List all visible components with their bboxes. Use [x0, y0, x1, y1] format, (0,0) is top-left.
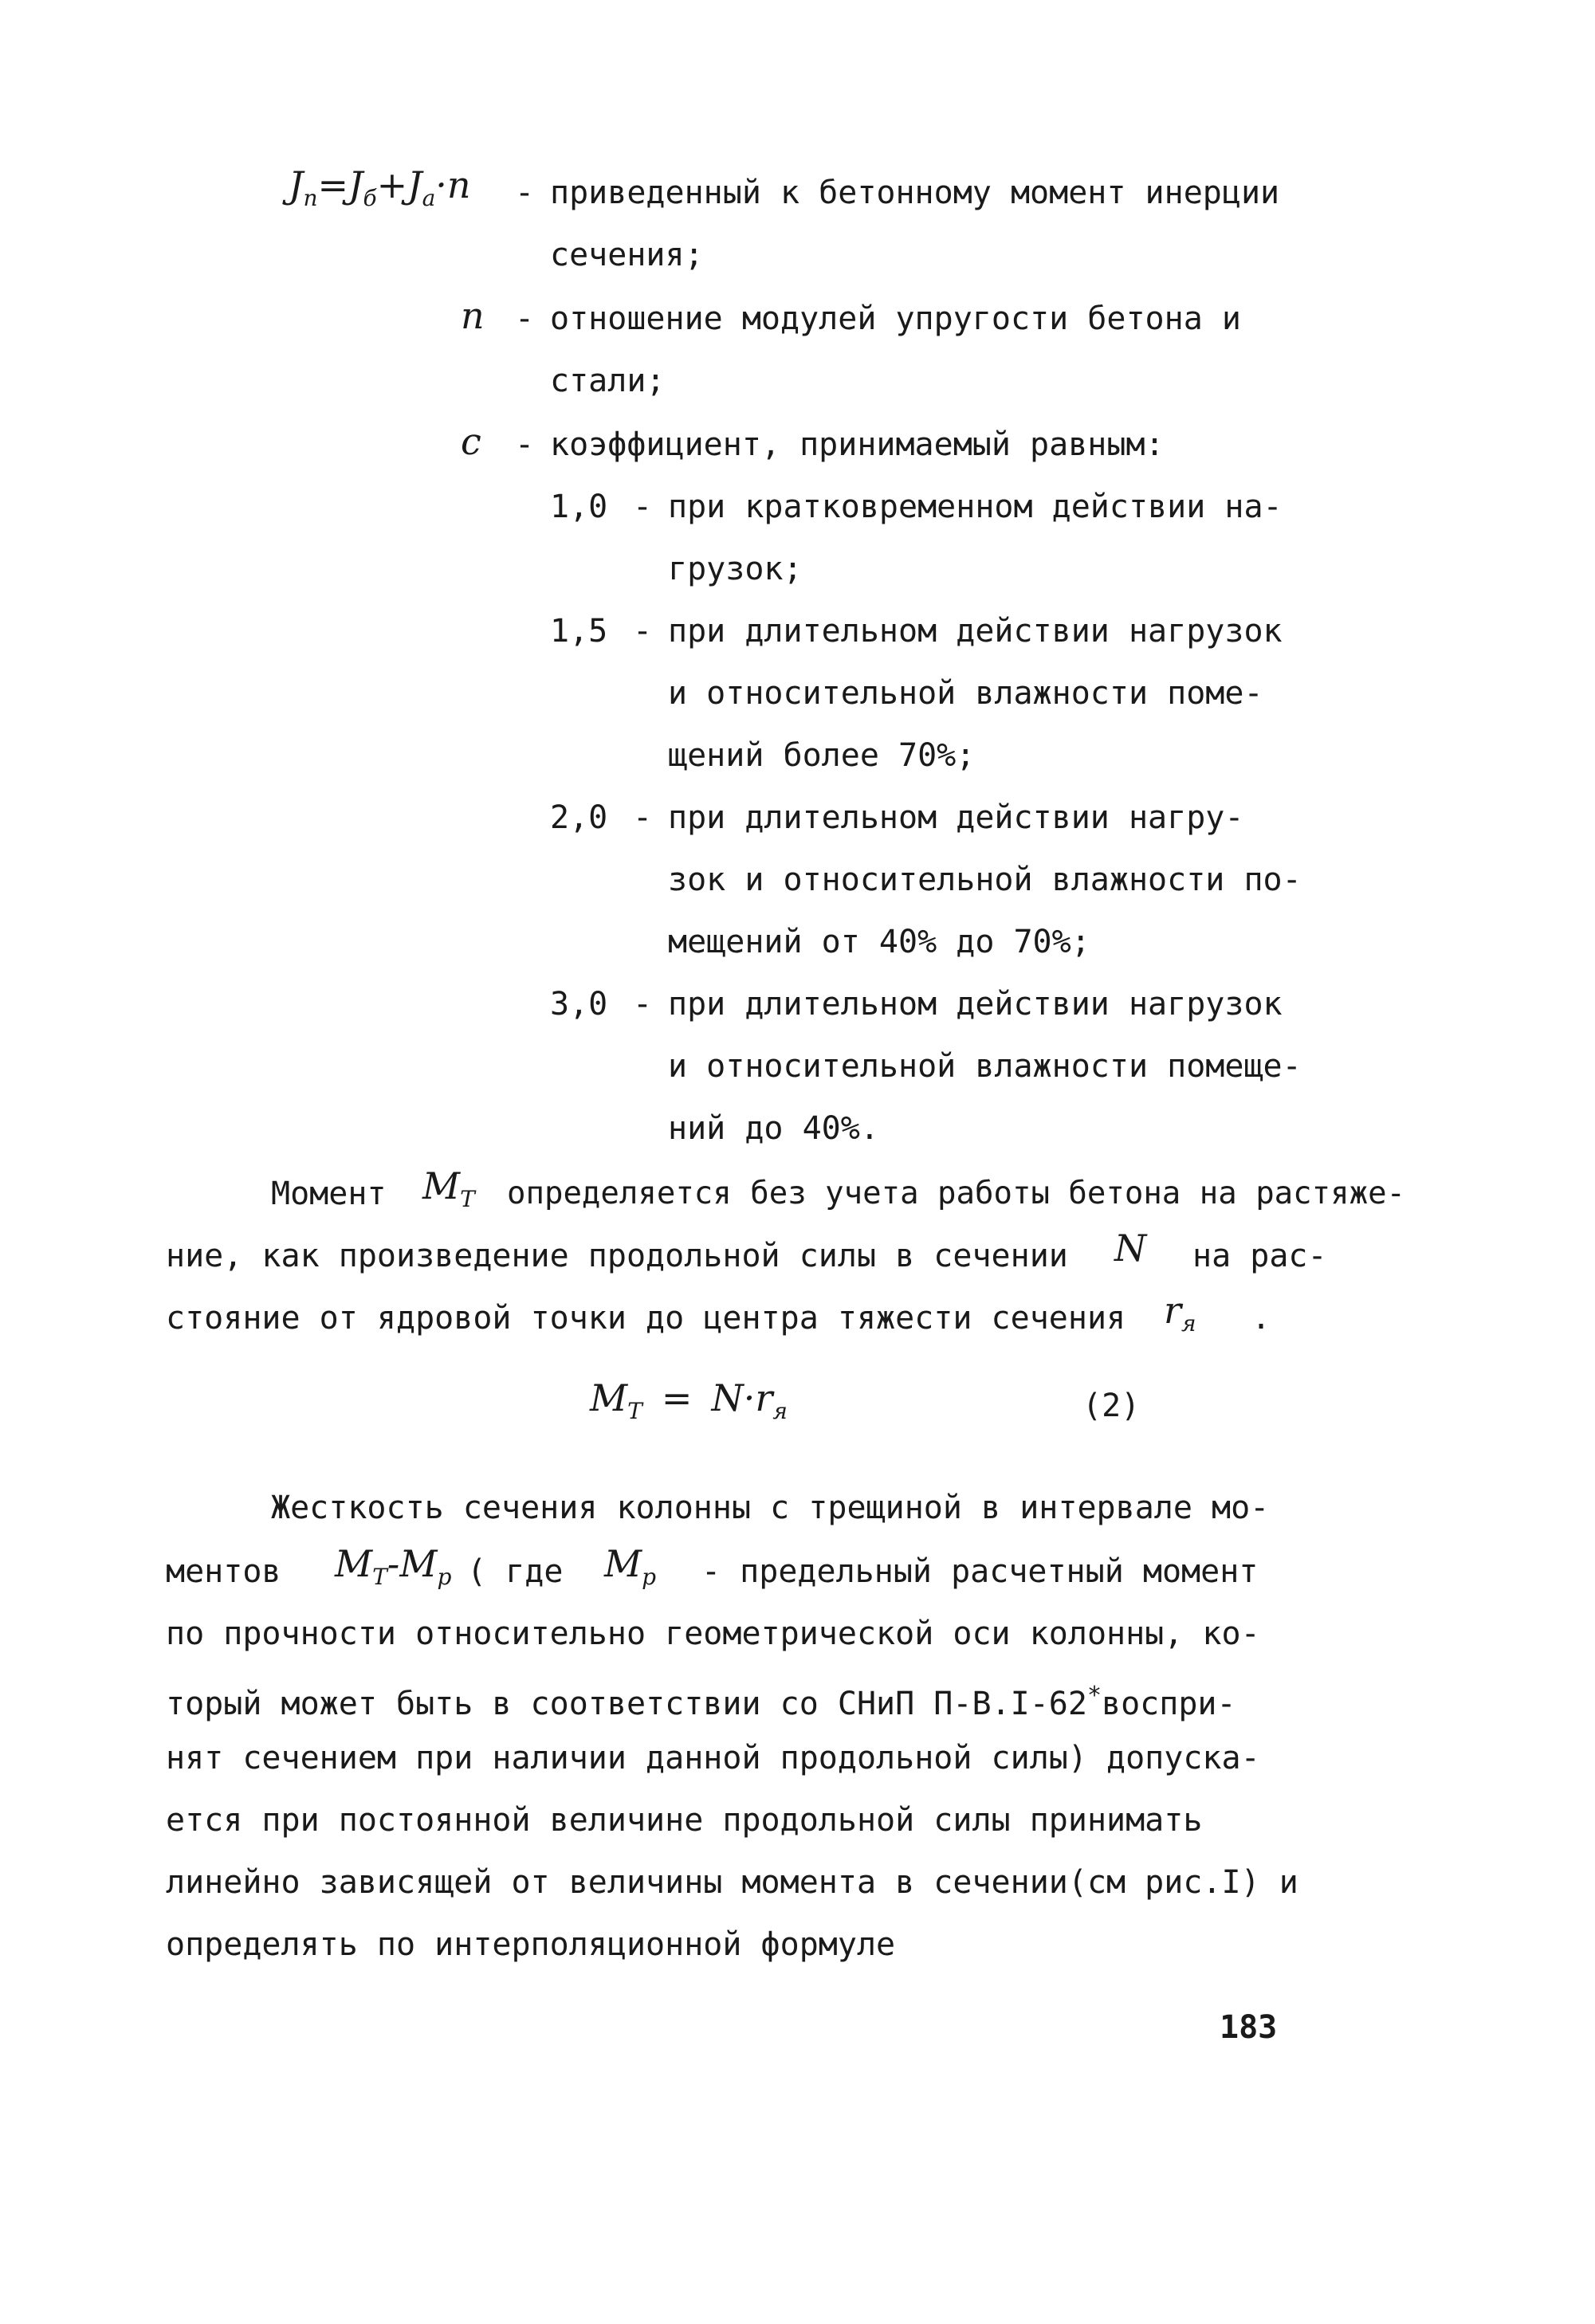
value-1-5-line2: и относительной влажности поме- — [668, 675, 1263, 712]
c-symbol: c — [461, 420, 481, 463]
value-2-0-line1: при длительном действии нагру- — [668, 799, 1244, 836]
paragraph1-line3a: стояние от ядровой точки до центра тяжести сечения — [166, 1300, 1126, 1337]
paragraph1-line2a: ние, как произведение продольной силы в сечении — [166, 1238, 1068, 1274]
value-1-5-dash: - — [633, 613, 653, 650]
paragraph1-line2b: на рас- — [1192, 1238, 1327, 1274]
n-description-line1: отношение модулей упругости бетона и — [550, 300, 1241, 337]
paragraph2-line1: Жесткость сечения колонны с трещиной в интервале мо- — [271, 1490, 1270, 1526]
paragraph2-line4: торый может быть в соответствии со СНиП П-В.I-62*воспри- — [166, 1682, 1236, 1722]
value-1-0-line2: грузок; — [668, 551, 803, 587]
paragraph2-line2a: ментов — [166, 1553, 281, 1590]
value-2-0-line3: мещений от 40% до 70%; — [668, 924, 1090, 960]
formula-2: $M_T = N\cdot r_я$ — [590, 1376, 788, 1424]
jn-dash: - — [515, 175, 535, 211]
n-description-line2: стали; — [550, 363, 666, 399]
symbol-mp: $M_p$ — [604, 1542, 657, 1590]
formula-2-number: (2) — [1082, 1388, 1141, 1424]
value-3-0-line1: при длительном действии нагрузок — [668, 986, 1283, 1023]
paragraph2-line2b: ( где — [467, 1553, 564, 1590]
value-3-0-dash: - — [633, 986, 653, 1023]
paragraph2-line2c: - предельный расчетный момент — [701, 1553, 1259, 1590]
paragraph2-line5: нят сечением при наличии данной продольной силы) допуска- — [166, 1740, 1260, 1776]
paragraph1-line3b: . — [1251, 1300, 1271, 1337]
value-1-0-dash: - — [633, 489, 653, 525]
paragraph2-line3: по прочности относительно геометрической оси колонны, ко- — [166, 1615, 1260, 1652]
value-1-0-line1: при кратковременном действии на- — [668, 489, 1283, 525]
value-1-5-line1: при длительном действии нагрузок — [668, 613, 1283, 650]
paragraph2-line7: линейно зависящей от величины момента в сечении(см рис.I) и — [166, 1864, 1298, 1901]
symbol-mt-mp-range: $M_T-M_p$ — [335, 1542, 452, 1590]
n-symbol: n — [461, 294, 485, 337]
jn-description-line1: приведенный к бетонному момент инерции — [550, 175, 1280, 211]
value-2-0-dash: - — [633, 799, 653, 836]
value-1-5: 1,5 — [550, 613, 608, 650]
jn-description-line2: сечения; — [550, 237, 704, 273]
value-3-0: 3,0 — [550, 986, 608, 1023]
value-2-0: 2,0 — [550, 799, 608, 836]
value-2-0-line2: зок и относительной влажности по- — [668, 862, 1302, 898]
paragraph2-line6: ется при постоянной величине продольной силы принимать — [166, 1802, 1203, 1839]
paragraph1-word-moment: Момент — [271, 1176, 387, 1212]
n-dash: - — [515, 300, 535, 337]
value-1-0: 1,0 — [550, 489, 608, 525]
c-description: коэффициент, принимаемый равным: — [550, 426, 1165, 463]
value-3-0-line3: ний до 40%. — [668, 1110, 879, 1147]
jn-symbol: $J_п=J_б+J_а\cdot n$ — [289, 163, 471, 211]
value-3-0-line2: и относительной влажности помеще- — [668, 1048, 1302, 1085]
value-1-5-line3: щений более 70%; — [668, 737, 976, 774]
symbol-n: N — [1114, 1227, 1147, 1270]
symbol-mt: $M_T$ — [422, 1164, 475, 1212]
c-dash: - — [515, 426, 535, 463]
paragraph1-line1: определяется без учета работы бетона на растяже- — [507, 1176, 1406, 1211]
paragraph2-line8: определять по интерполяционной формуле — [166, 1926, 896, 1963]
page-number: 183 — [1220, 2009, 1278, 2046]
symbol-r-ya: $r_я$ — [1164, 1289, 1196, 1337]
